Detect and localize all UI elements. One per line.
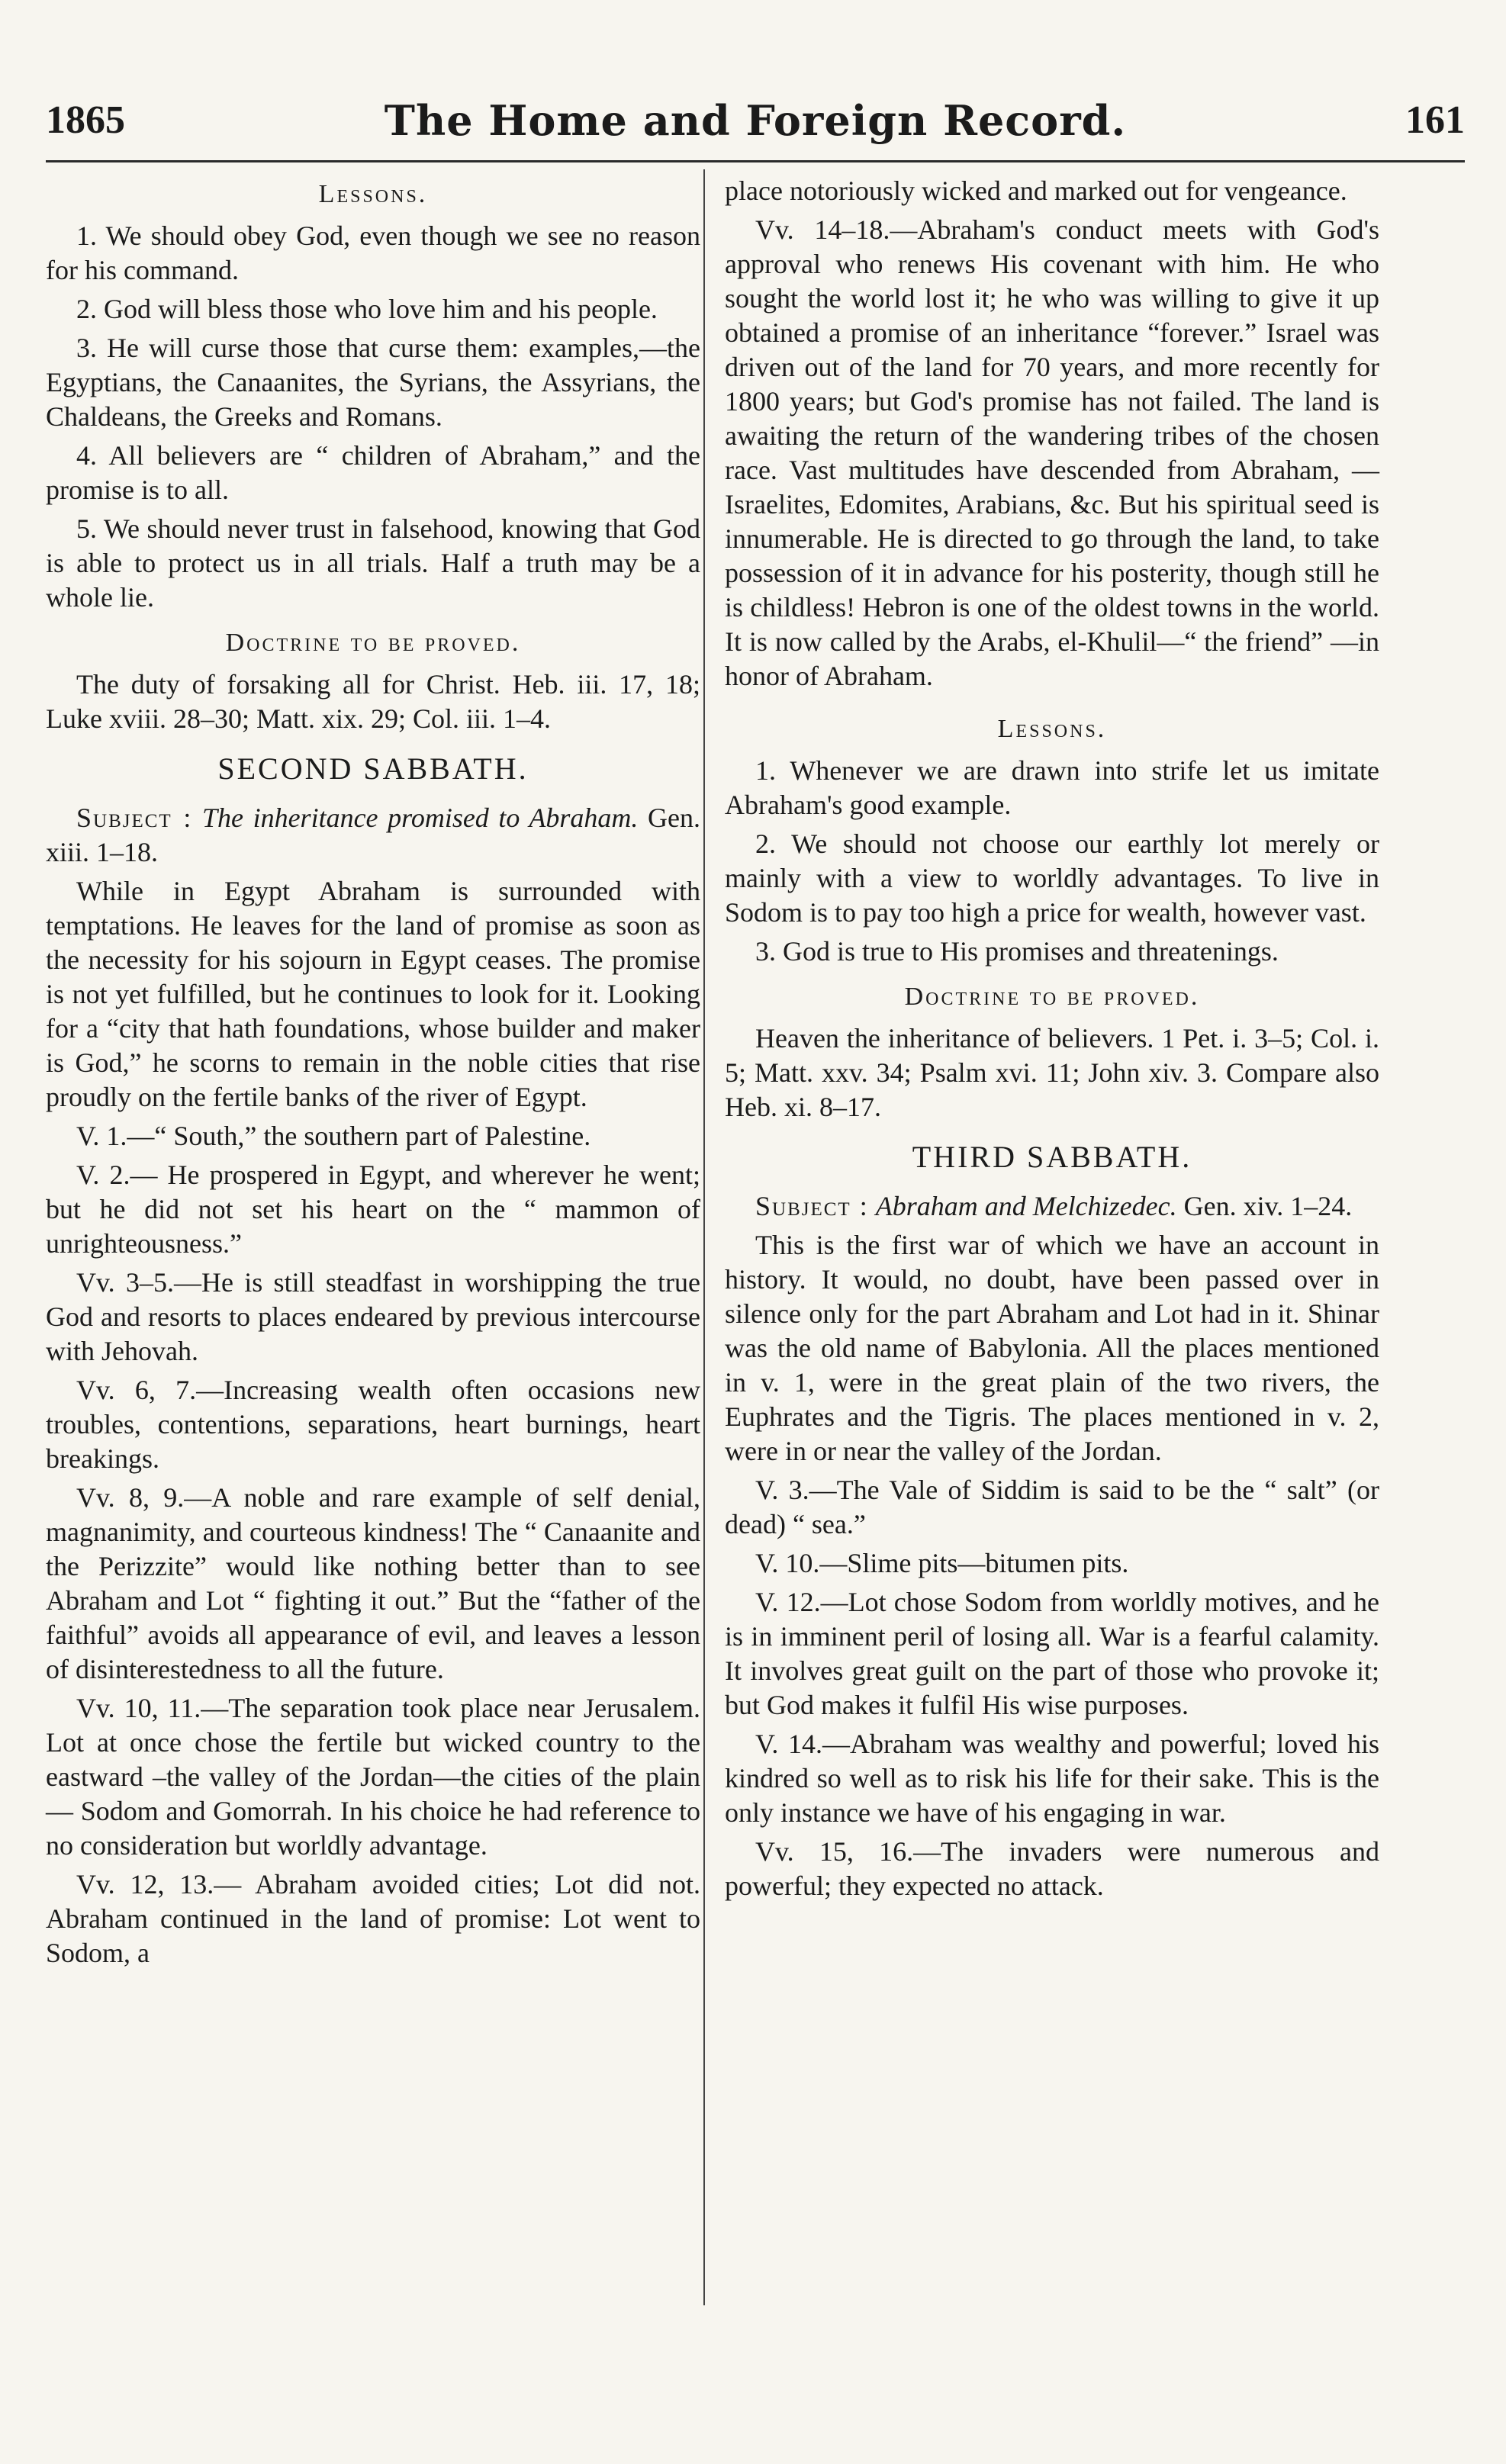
subject-label: Subject : (755, 1191, 869, 1221)
spacer (725, 698, 1379, 709)
paragraph: Vv. 8, 9.—A noble and rare example of self denial, magnanimity, and courteous kindness! The “ Canaanite and the Perizzite” would like nothing better than to see Abraham and Lot “ fighting it out.” But the “father of the faithful” avoids all appearance of evil, and leaves a lesson of disinterestedness to all the future. (46, 1482, 700, 1684)
lesson-item: 1. Whenever we are drawn into strife let us imitate Abraham's good example. (725, 755, 1379, 820)
subject-line (46, 801, 700, 870)
paragraph: Vv. 6, 7.—Increasing wealth often occasions new troubles, contentions, separations, heart burnings, heart breakings. (46, 1375, 700, 1474)
paragraph: Vv. 3–5.—He is still steadfast in worshipping the true God and resorts to places endeared by previous intercourse with Jehovah. (46, 1267, 700, 1366)
header-title: The Home and Foreign Record. (384, 96, 1127, 145)
running-header (46, 90, 1465, 151)
lesson-item: 5. We should never trust in falsehood, knowing that God is able to protect us in all trials. Half a truth may be a whole lie. (46, 513, 700, 613)
paragraph: V. 10.—Slime pits—bitumen pits. (755, 1548, 1129, 1578)
subject-title: The inheritance promised to Abraham. (201, 803, 639, 833)
sabbath-heading: THIRD SABBATH. (912, 1140, 1192, 1174)
paragraph: V. 12.—Lot chose Sodom from worldly motives, and he is in imminent peril of losing all. War is a fearful calamity. It involves great guilt on the part of those who provoke it; but God makes it fulfil His wise purposes. (725, 1587, 1379, 1720)
doctrine-text: Heaven the inheritance of believers. 1 Pet. i. 3–5; Col. i. 5; Matt. xxv. 34; Psalm xvi. 11; John xiv. 3. Compare also Heb. xi. 8–17. (725, 1023, 1379, 1122)
paragraph: Vv. 14–18.—Abraham's conduct meets with God's approval who renews His covenant with him. He who sought the world lost it; he who was willing to give it up obtained a promise of an inheritance “forever.” Israel was driven out of the land for 70 years, and more recently for 1800 years; but God's promise has not failed. The land is awaiting the return of the wandering tribes of the chosen race. Vast multitudes have descended from Abraham, —Israelites, Edomites, Arabians, &c. But his spiritual seed is innumerable. He is directed to go through the land, to take possession of it in advance for his posterity, though still he is childless! Hebron is one of the oldest towns in the world. It is now called by the Arabs, el-Khulil—“ the friend” —in honor of Abraham. (725, 214, 1379, 691)
left-column (46, 174, 700, 1975)
subject-title: Abraham and Melchizedec. (875, 1191, 1177, 1221)
sabbath-heading: SECOND SABBATH. (217, 751, 529, 786)
paragraph: Vv. 10, 11.—The separation took place near Jerusalem. Lot at once chose the fertile but wicked country to the eastward –the valley of the Jordan—the cities of the plain— Sodom and Gomorrah. In his choice he had reference to no consideration but worldly advantage. (46, 1693, 700, 1861)
lesson-item: 3. God is true to His promises and threatenings. (755, 936, 1279, 967)
lesson-item: 2. We should not choose our earthly lot merely or mainly with a view to worldly advantages. To live in Sodom is to pay too high a price for wealth, however vast. (725, 828, 1379, 928)
lessons-heading: Lessons. (318, 180, 428, 208)
right-column (725, 174, 1379, 1908)
doctrine-text: The duty of forsaking all for Christ. Heb. iii. 17, 18; Luke xviii. 28–30; Matt. xix. 29; Col. iii. 1–4. (46, 669, 700, 734)
paragraph: V. 14.—Abraham was wealthy and powerful; loved his kindred so well as to risk his life for their sake. This is the only instance we have of his engaging in war. (725, 1729, 1379, 1828)
lesson-item: 3. He will curse those that curse them: examples,—the Egyptians, the Canaanites, the Syrians, the Assyrians, the Chaldeans, the Greeks and Romans. (46, 333, 700, 432)
lesson-item: 2. God will bless those who love him and his people. (76, 294, 658, 324)
lesson-item: 1. We should obey God, even though we see no reason for his command. (46, 220, 700, 285)
header-rule (46, 160, 1465, 162)
paragraph: Vv. 15, 16.—The invaders were numerous and powerful; they expected no attack. (725, 1836, 1379, 1901)
paragraph: V. 3.—The Vale of Siddim is said to be the “ salt” (or dead) “ sea.” (725, 1475, 1379, 1539)
lesson-item: 4. All believers are “ children of Abraham,” and the promise is to all. (46, 440, 700, 505)
paragraph: Vv. 12, 13.— Abraham avoided cities; Lot did not. Abraham continued in the land of promise: Lot went to Sodom, a (46, 1869, 700, 1968)
paragraph: place notoriously wicked and marked out for vengeance. (725, 175, 1347, 206)
paragraph: This is the first war of which we have an account in history. It would, no doubt, have been passed over in silence only for the part Abraham and Lot had in it. Shinar was the old name of Babylonia. All the places mentioned in v. 1, were in the great plain of the two rivers, the Euphrates and the Tigris. The places mentioned in v. 2, were in or near the valley of the Jordan. (725, 1230, 1379, 1466)
page-number: 161 (1405, 98, 1465, 142)
doctrine-heading: Doctrine to be proved. (904, 983, 1200, 1011)
column-divider (703, 169, 705, 2305)
paragraph: V. 1.—“ South,” the southern part of Palestine. (76, 1121, 591, 1151)
paragraph: V. 2.— He prospered in Egypt, and wherever he went; but he did not set his heart on the “ mammon of unrighteousness.” (46, 1160, 700, 1259)
header-year: 1865 (46, 98, 125, 142)
doctrine-heading: Doctrine to be proved. (225, 629, 521, 657)
paragraph: While in Egypt Abraham is surrounded with temptations. He leaves for the land of promise as soon as the necessity for his sojourn in Egypt ceases. The promise is not yet fulfilled, but he continues to look for it. Looking for a “city that hath foundations, whose builder and maker is God,” he scorns to remain in the noble cities that rise proudly on the fertile banks of the river of Egypt. (46, 876, 700, 1112)
subject-reference: Gen. xiv. 1–24. (1183, 1191, 1353, 1221)
subject-label: Subject : (76, 803, 193, 833)
lessons-heading: Lessons. (997, 715, 1107, 743)
subject-line (725, 1189, 1379, 1224)
subject-reference: Gen. xiii. 1–18. (46, 803, 701, 867)
